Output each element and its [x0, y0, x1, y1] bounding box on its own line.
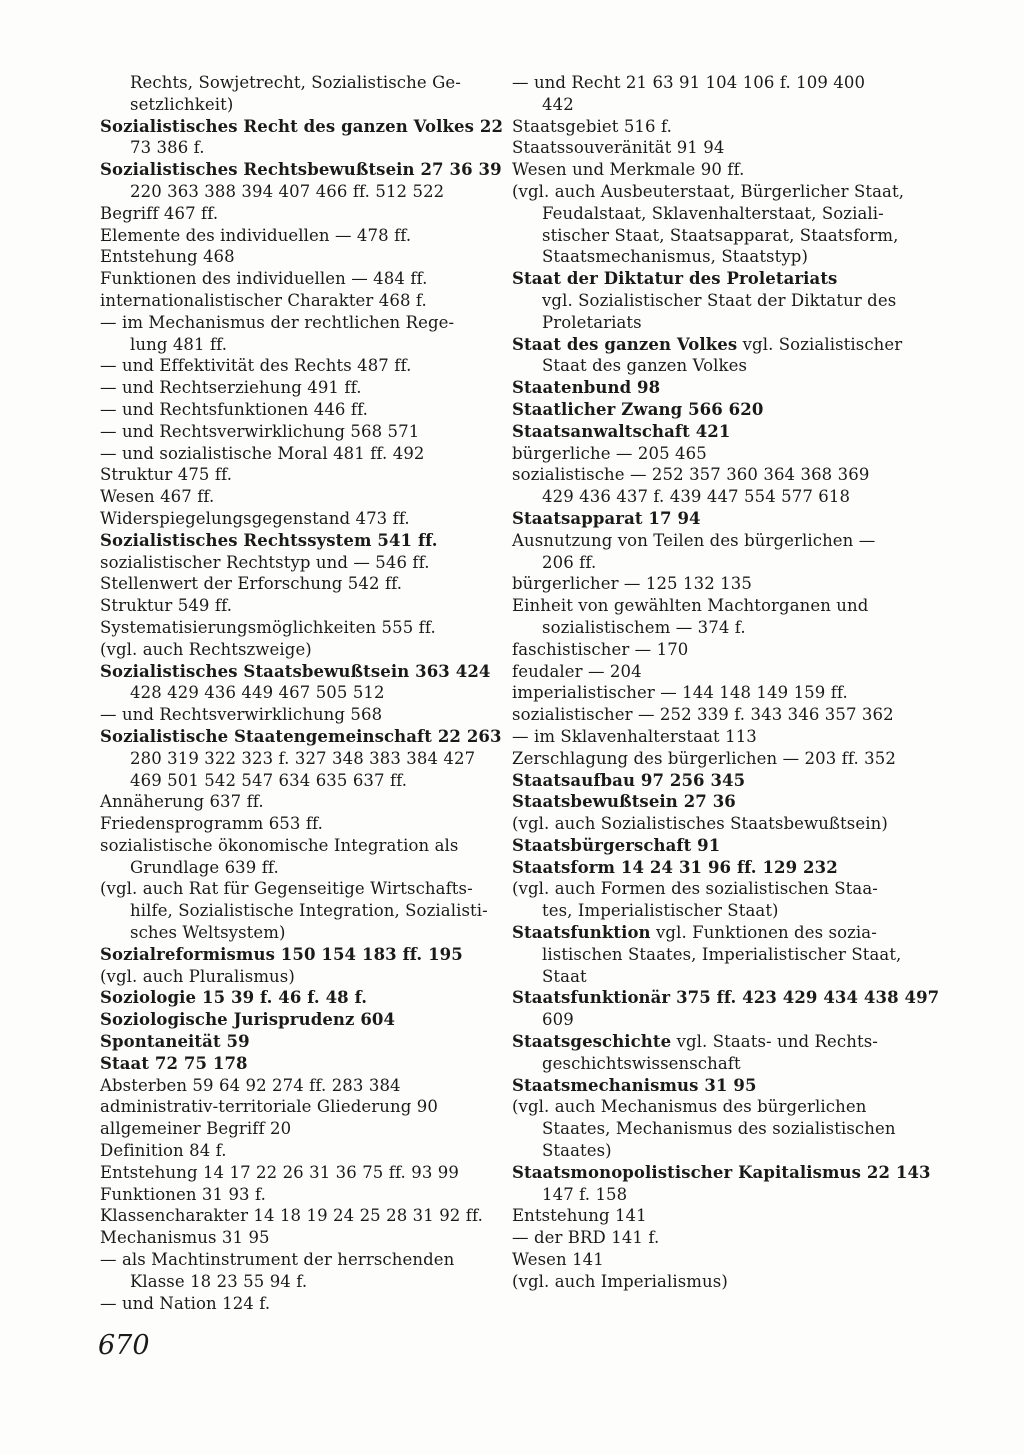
index-entry-subitem: Stellenwert der Erforschung 542 ff. — [100, 574, 403, 594]
index-entry-subitem: — und Rechtsverwirklichung 568 571 — [100, 421, 420, 441]
index-entry-subitem: sozialistische ökonomische Integration als — [100, 835, 459, 855]
index-entry-continuation: 609 — [542, 1010, 574, 1030]
index-entry-subitem: sozialistische — 252 357 360 364 368 369 — [512, 465, 870, 485]
index-entry-continuation: Proletariats — [542, 312, 642, 332]
index-entry-continuation: vgl. Sozialistischer Staat der Diktatur des — [542, 290, 897, 310]
index-entry-subitem: — und Recht 21 63 91 104 106 f. 109 400 — [512, 73, 866, 92]
index-entry-continuation: Staates) — [542, 1141, 612, 1161]
index-entry-continuation: stischer Staat, Staatsapparat, Staatsform, — [542, 225, 899, 245]
index-entry-subitem: Klassencharakter 14 18 19 24 25 28 31 92 ff. — [100, 1206, 483, 1226]
index-entry-subitem: Entstehung 14 17 22 26 31 36 75 ff. 93 99 — [100, 1162, 459, 1182]
index-entry-heading — [512, 334, 912, 356]
index-column-right — [512, 72, 940, 1293]
index-entry-subitem: sozialistischer — 252 339 f. 343 346 357 362 — [512, 705, 894, 725]
index-entry-subitem: Funktionen des individuellen — 484 ff. — [100, 269, 428, 289]
index-entry-continuation: Grundlage 639 ff. — [130, 857, 279, 877]
index-entry-subitem: (vgl. auch Pluralismus) — [100, 966, 295, 986]
index-entry-heading: Staatsapparat 17 94 — [512, 508, 701, 528]
index-entry-subitem: imperialistischer — 144 148 149 159 ff. — [512, 683, 848, 703]
index-entry-subitem: Mechanismus 31 95 — [100, 1228, 270, 1248]
index-entry-heading: Staat der Diktatur des Proletariats — [512, 269, 838, 289]
index-entry-continuation: sozialistischem — 374 f. — [542, 617, 746, 637]
index-entry-heading: Staatsaufbau 97 256 345 — [512, 770, 746, 790]
index-entry-subitem: Struktur 475 ff. — [100, 465, 233, 485]
index-entry-subitem: Annäherung 637 ff. — [100, 792, 264, 812]
index-entry-heading: Soziologische Jurisprudenz 604 — [100, 1010, 396, 1030]
index-entry-heading: Staatlicher Zwang 566 620 — [512, 399, 764, 419]
index-entry-subitem: (vgl. auch Mechanismus des bürgerlichen — [512, 1097, 867, 1117]
index-entry-continuation: tes, Imperialistischer Staat) — [542, 901, 779, 921]
index-entry-subitem: allgemeiner Begriff 20 — [100, 1119, 292, 1139]
index-entry-subitem: — und Nation 124 f. — [100, 1293, 271, 1313]
index-entry-continuation: 442 — [542, 94, 574, 114]
index-entry-subitem: — und Rechtserziehung 491 ff. — [100, 378, 362, 398]
index-entry-subitem: Ausnutzung von Teilen des bürgerlichen — — [512, 530, 876, 550]
index-entry-continuation: 206 ff. — [542, 552, 597, 572]
index-entry-heading: Staatsanwaltschaft 421 — [512, 421, 731, 441]
index-entry-heading-term: Staatsfunktion — [512, 923, 651, 943]
index-entry-heading: Spontaneität 59 — [100, 1032, 250, 1052]
index-entry-continuation: Feudalstaat, Sklavenhalterstaat, Soziali- — [542, 203, 884, 223]
index-entry-heading — [512, 1031, 912, 1053]
index-entry-subitem: Staatssouveränität 91 94 — [512, 138, 725, 158]
index-entry-reference: vgl. Sozialistischer — [737, 334, 903, 354]
index-entry-heading: Sozialistisches Rechtssystem 541 ff. — [100, 530, 438, 550]
index-entry-subitem: (vgl. auch Rat für Gegenseitige Wirtschafts- — [100, 879, 473, 899]
index-entry-subitem: — und Rechtsverwirklichung 568 — [100, 705, 383, 725]
index-entry-continuation: setzlichkeit) — [130, 94, 234, 114]
index-entry-heading: Staatsbewußtsein 27 36 — [512, 792, 736, 812]
index-entry-continuation: sches Weltsystem) — [130, 923, 286, 943]
index-entry-continuation: Rechts, Sowjetrecht, Sozialistische Ge- — [130, 73, 461, 92]
index-entry-continuation: Staat — [542, 966, 587, 986]
index-entry-subitem: Wesen und Merkmale 90 ff. — [512, 160, 745, 180]
index-entry-subitem: Begriff 467 ff. — [100, 203, 219, 223]
index-entry-continuation: 469 501 542 547 634 635 637 ff. — [130, 770, 408, 790]
index-entry-subitem: Entstehung 141 — [512, 1206, 647, 1226]
index-entry-subitem: Friedensprogramm 653 ff. — [100, 814, 324, 834]
index-entry-heading: Staatsform 14 24 31 96 ff. 129 232 — [512, 857, 838, 877]
index-entry-heading: Staatsbürgerschaft 91 — [512, 835, 721, 855]
page-number: 670 — [98, 1330, 150, 1361]
index-entry-subitem: Definition 84 f. — [100, 1141, 227, 1161]
index-entry-subitem: bürgerlicher — 125 132 135 — [512, 574, 752, 594]
index-entry-subitem: Staatsgebiet 516 f. — [512, 116, 672, 136]
index-entry-subitem: (vgl. auch Formen des sozialistischen Staa- — [512, 879, 878, 899]
index-entry-subitem: Wesen 467 ff. — [100, 487, 215, 507]
index-entry-subitem: Widerspiegelungsgegenstand 473 ff. — [100, 508, 410, 528]
index-entry-subitem: — als Machtinstrument der herrschenden — [100, 1250, 455, 1270]
index-entry-subitem: — der BRD 141 f. — [512, 1228, 660, 1248]
index-entry-heading: Staat 72 75 178 — [100, 1053, 248, 1073]
index-entry-subitem: Systematisierungsmöglichkeiten 555 ff. — [100, 617, 436, 637]
index-entry-continuation: 73 386 f. — [130, 138, 205, 158]
index-entry-heading: Staatsmechanismus 31 95 — [512, 1075, 757, 1095]
index-column-left — [100, 72, 504, 1314]
index-entry-continuation: hilfe, Sozialistische Integration, Sozialisti- — [130, 901, 488, 921]
index-entry-reference: vgl. Staats- und Rechts- — [671, 1032, 878, 1052]
index-entry-subitem: administrativ-territoriale Gliederung 90 — [100, 1097, 438, 1117]
index-entry-continuation: 429 436 437 f. 439 447 554 577 618 — [542, 487, 851, 507]
index-entry-subitem: Entstehung 468 — [100, 247, 235, 267]
index-entry-subitem: — und Rechtsfunktionen 446 ff. — [100, 399, 369, 419]
index-entry-heading: Sozialistische Staatengemeinschaft 22 263 — [100, 726, 502, 746]
index-entry-subitem: Elemente des individuellen — 478 ff. — [100, 225, 412, 245]
index-entry-continuation: lung 481 ff. — [130, 334, 228, 354]
index-entry-continuation: 220 363 388 394 407 466 ff. 512 522 — [130, 181, 445, 201]
index-entry-reference: vgl. Funktionen des sozia- — [650, 923, 877, 943]
index-entry-heading: Staatsfunktionär 375 ff. 423 429 434 438 497 — [512, 988, 940, 1008]
index-entry-subitem: feudaler — 204 — [512, 661, 642, 681]
index-entry-subitem: internationalistischer Charakter 468 f. — [100, 290, 427, 310]
index-entry-heading — [512, 922, 912, 944]
index-entry-continuation: listischen Staates, Imperialistischer Staat, — [542, 944, 902, 964]
index-entry-subitem: Funktionen 31 93 f. — [100, 1184, 266, 1204]
index-entry-continuation: Staates, Mechanismus des sozialistischen — [542, 1119, 896, 1139]
index-entry-subitem: (vgl. auch Sozialistisches Staatsbewußtsein) — [512, 814, 888, 834]
index-entry-heading: Sozialistisches Recht des ganzen Volkes 22 — [100, 116, 504, 136]
index-entry-subitem: — im Sklavenhalterstaat 113 — [512, 726, 757, 746]
index-entry-continuation: 428 429 436 449 467 505 512 — [130, 683, 385, 703]
index-entry-subitem: — und Effektivität des Rechts 487 ff. — [100, 356, 412, 376]
index-entry-subitem: (vgl. auch Ausbeuterstaat, Bürgerlicher Staat, — [512, 181, 905, 201]
index-entry-continuation: 280 319 322 323 f. 327 348 383 384 427 — [130, 748, 476, 768]
index-entry-subitem: Einheit von gewählten Machtorganen und — [512, 596, 869, 616]
index-entry-heading: Sozialreformismus 150 154 183 ff. 195 — [100, 944, 463, 964]
index-entry-heading: Soziologie 15 39 f. 46 f. 48 f. — [100, 988, 368, 1008]
index-entry-continuation: geschichtswissenschaft — [542, 1053, 741, 1073]
index-entry-continuation: Klasse 18 23 55 94 f. — [130, 1271, 308, 1291]
index-entry-subitem: Zerschlagung des bürgerlichen — 203 ff. 352 — [512, 748, 896, 768]
index-entry-subitem: Struktur 549 ff. — [100, 596, 233, 616]
index-entry-heading: Staatsmonopolistischer Kapitalismus 22 143 — [512, 1162, 931, 1182]
index-entry-subitem: (vgl. auch Imperialismus) — [512, 1271, 728, 1291]
index-entry-heading: Sozialistisches Staatsbewußtsein 363 424 — [100, 661, 491, 681]
index-entry-heading-term: Staatsgeschichte — [512, 1032, 672, 1052]
index-entry-heading: Sozialistisches Rechtsbewußtsein 27 36 39 — [100, 160, 502, 180]
index-entry-subitem: faschistischer — 170 — [512, 639, 689, 659]
index-entry-subitem: — und sozialistische Moral 481 ff. 492 — [100, 443, 425, 463]
index-entry-subitem: Absterben 59 64 92 274 ff. 283 384 — [100, 1075, 401, 1095]
index-entry-subitem: — im Mechanismus der rechtlichen Rege- — [100, 312, 455, 332]
index-entry-heading: Staatenbund 98 — [512, 378, 661, 398]
index-entry-heading-term: Staat des ganzen Volkes — [512, 334, 738, 354]
index-entry-continuation: Staatsmechanismus, Staatstyp) — [542, 247, 808, 267]
index-entry-subitem: Wesen 141 — [512, 1250, 604, 1270]
index-entry-subitem: (vgl. auch Rechtszweige) — [100, 639, 312, 659]
index-entry-continuation: 147 f. 158 — [542, 1184, 628, 1204]
index-entry-continuation: Staat des ganzen Volkes — [542, 356, 748, 376]
index-entry-subitem: bürgerliche — 205 465 — [512, 443, 707, 463]
index-entry-subitem: sozialistischer Rechtstyp und — 546 ff. — [100, 552, 430, 572]
